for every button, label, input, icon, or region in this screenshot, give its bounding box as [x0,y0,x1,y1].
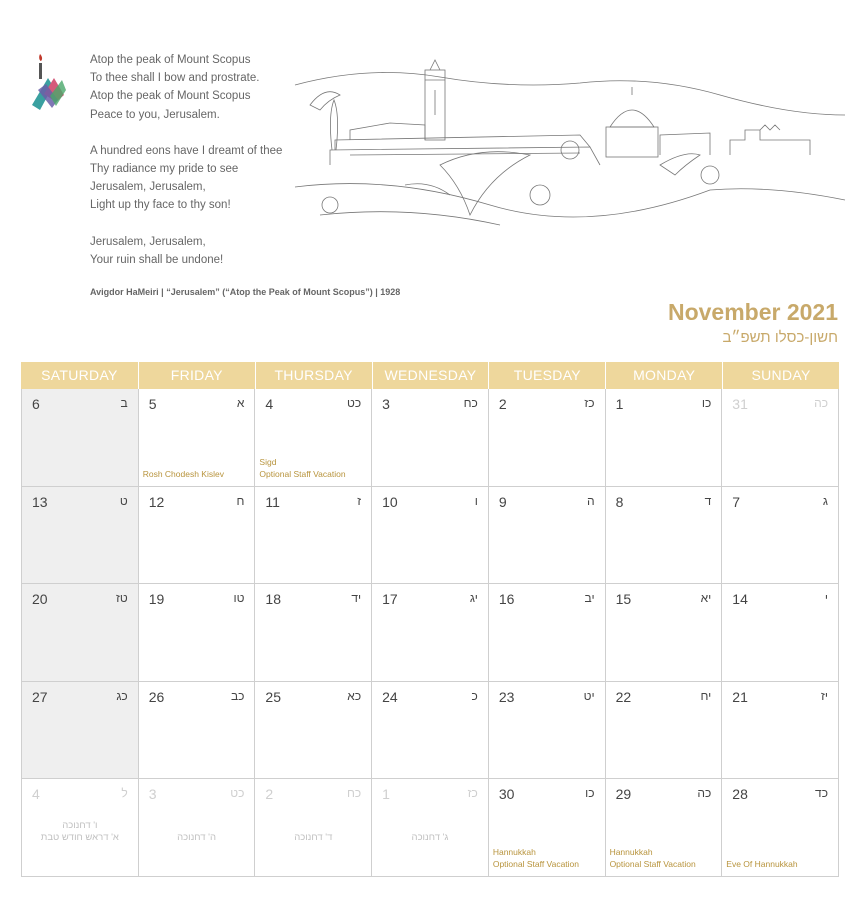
event-label: ה' דחנוכה [177,831,216,843]
day-cell[interactable] [606,779,723,877]
day-number: 3 [382,396,390,412]
day-cell[interactable] [722,779,839,877]
day-number: 23 [498,688,515,705]
hebrew-date: יב [584,591,595,606]
hebrew-date: יח [700,688,712,703]
event-label: א' דראש חודש טבת [40,831,119,843]
weekday-thursday: THURSDAY [255,362,372,389]
hebrew-date: כ [471,688,478,703]
calendar [21,362,839,877]
poem-stanza [90,142,320,215]
day-number: 7 [732,493,741,510]
poem-line: Atop the peak of Mount Scopus [90,90,251,103]
hebrew-date: ח [236,493,245,508]
day-number: 4 [32,786,40,803]
day-number: 31 [732,396,748,412]
hebrew-date: יט [583,688,595,703]
day-cell[interactable] [372,682,489,780]
weekday-sunday: SUNDAY [722,362,839,389]
weekday-monday: MONDAY [605,362,722,389]
day-cell[interactable] [255,584,372,682]
poem-line: Your ruin shall be undone! [90,253,224,266]
day-number: 25 [265,688,281,705]
hebrew-date: כא [347,688,362,703]
hebrew-date: ט [119,493,128,508]
event-label: ג' דחנוכה [411,831,449,843]
event-label: Hannukkah [609,846,653,857]
day-number: 9 [498,493,507,510]
hebrew-date: יא [700,591,712,606]
day-number: 1 [615,396,624,412]
weekday-saturday: SATURDAY [41,367,118,383]
day-number: 1 [382,786,390,803]
day-cell[interactable] [255,487,372,585]
hebrew-date: ל [121,786,128,801]
day-number: 11 [265,493,280,510]
day-number: 29 [615,786,632,803]
day-number: 12 [148,493,165,510]
event-label: Optional Staff Vacation [259,468,346,479]
day-number: 26 [148,688,165,705]
event-label: Eve Of Hannukkah [726,858,798,869]
day-cell[interactable] [489,584,606,682]
day-number: 6 [32,396,40,412]
day-number: 2 [265,786,274,803]
day-cell[interactable] [139,682,256,780]
hebrew-date: כה [814,396,828,410]
day-events [143,832,251,844]
day-cell[interactable] [372,487,489,585]
hebrew-date: טו [233,591,245,606]
hebrew-date: כג [116,688,128,703]
day-cell[interactable] [372,389,489,487]
hebrew-date: ג [822,493,828,508]
day-cell[interactable] [606,682,723,780]
poem-line: To thee shall I bow and prostrate. [90,72,260,85]
day-cell[interactable] [255,682,372,780]
day-number: 21 [732,688,748,705]
hebrew-month-title: חשון-כסלו תשפ״ב [722,329,838,346]
day-cell[interactable] [139,487,256,585]
day-number: 5 [148,396,157,412]
day-events [26,820,134,844]
day-events [610,846,718,870]
hebrew-date: יד [351,591,362,606]
day-number: 19 [148,591,165,608]
hebrew-date: ב [120,396,128,410]
day-cell[interactable] [722,487,839,585]
poem [90,51,320,287]
day-number: 10 [382,493,398,510]
poem-stanza [90,233,320,269]
day-events [726,858,834,870]
day-number: 30 [498,786,515,803]
day-number: 27 [32,688,48,705]
hebrew-date: ה [586,493,595,508]
day-number: 4 [265,396,274,412]
month-title: November 2021 [667,299,838,325]
day-number: 8 [615,493,624,510]
day-cell[interactable] [489,389,606,487]
hebrew-date: א [236,396,245,410]
logo-icon [28,50,68,120]
event-label: ו' דחנוכה [62,819,98,831]
day-cell[interactable] [489,487,606,585]
day-number: 20 [32,591,48,608]
hebrew-date: כח [346,786,362,801]
day-number: 22 [615,688,632,705]
event-label: Optional Staff Vacation [609,858,696,869]
hebrew-date: כט [230,786,245,801]
poem-line: Jerusalem, Jerusalem, [90,181,206,194]
day-cell[interactable] [22,682,139,780]
day-number: 16 [498,591,515,608]
poem-line: Atop the peak of Mount Scopus [90,54,251,66]
day-cell[interactable] [139,584,256,682]
hebrew-date: יג [469,591,478,606]
day-number: 17 [382,591,398,608]
day-cell[interactable] [606,389,723,487]
day-number: 14 [732,591,748,608]
hebrew-date: יז [821,688,828,703]
hebrew-date: י [824,591,828,606]
day-cell[interactable] [22,779,139,877]
day-number: 18 [265,591,281,608]
event-label: Rosh Chodesh Kislev [142,468,224,479]
hebrew-date: כו [701,396,712,410]
day-number: 3 [148,786,157,803]
day-cell[interactable] [722,682,839,780]
hebrew-date: ז [357,493,362,508]
event-label: Sigd [259,456,277,467]
poem-line: Jerusalem, Jerusalem, [90,235,206,248]
hebrew-date: כו [585,786,595,801]
day-events [259,832,367,844]
weekday-wednesday: WEDNESDAY [372,362,489,389]
weekday-header [21,362,839,389]
hebrew-date: כב [230,688,245,703]
day-cell[interactable] [372,779,489,877]
day-cell[interactable] [722,584,839,682]
day-number: 2 [498,396,507,412]
weekday-tuesday: TUESDAY [488,362,605,389]
jerusalem-skyline-illustration [290,55,850,240]
weekday-friday: FRIDAY [138,362,255,389]
poem-line: Peace to you, Jerusalem. [90,108,220,121]
day-events [143,468,251,480]
hebrew-date: כט [347,396,362,410]
day-cell[interactable] [489,779,606,877]
day-cell[interactable] [255,779,372,877]
day-cell[interactable] [722,389,839,487]
hebrew-date: ו [474,493,478,508]
day-cell[interactable] [139,389,256,487]
poem-line: Light up thy face to thy son! [90,199,231,212]
day-events [493,846,601,870]
hebrew-date: כח [463,396,478,410]
day-cell[interactable] [606,584,723,682]
event-label: ד' דחנוכה [294,831,333,843]
hebrew-date: כז [467,786,478,801]
hebrew-date: כה [697,786,712,801]
day-cell[interactable] [606,487,723,585]
day-number: 15 [615,591,632,608]
day-cell[interactable] [139,779,256,877]
day-events [376,832,484,844]
day-events [259,456,367,480]
poem-credit: Avigdor HaMeiri | “Jerusalem” (“Atop the Peak of Mount Scopus”) | 1928 [90,287,401,297]
day-cell[interactable] [489,682,606,780]
day-cell[interactable] [22,584,139,682]
day-cell[interactable] [255,389,372,487]
event-label: Hannukkah [492,846,536,857]
event-label: Optional Staff Vacation [492,858,580,869]
hebrew-date: כז [584,396,595,410]
poem-line: Thy radiance my pride to see [90,163,239,176]
hebrew-date: כד [815,786,828,801]
hebrew-date: ד [704,493,712,508]
poem-line: A hundred eons have I dreamt of thee [90,144,283,157]
calendar-grid [21,389,839,877]
day-number: 28 [732,786,748,803]
day-cell[interactable] [22,487,139,585]
day-cell[interactable] [22,389,139,487]
day-cell[interactable] [372,584,489,682]
hebrew-date: טז [115,591,128,606]
day-number: 24 [382,688,398,705]
day-number: 13 [32,493,48,510]
poem-stanza [90,51,320,124]
